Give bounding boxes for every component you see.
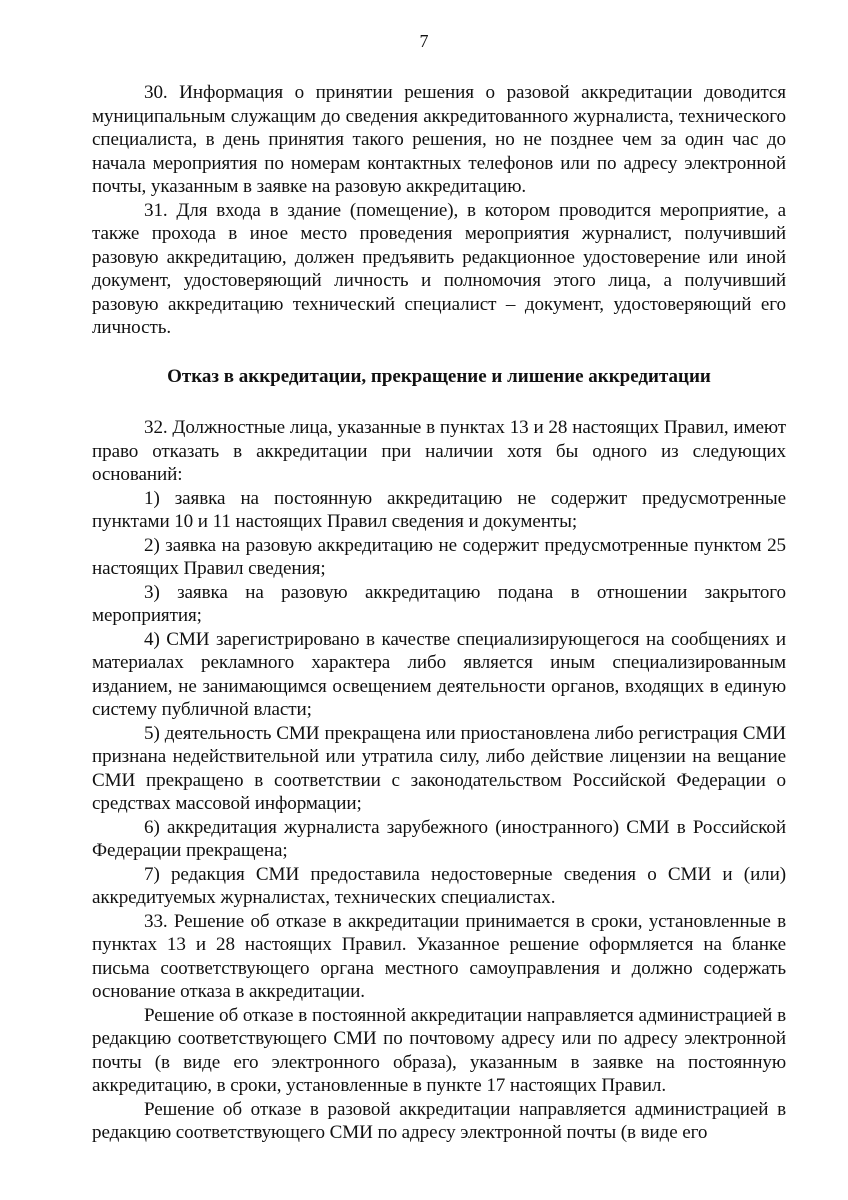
list-item-2: 2) заявка на разовую аккредитацию не содержит предусмотренные пунктом 25 настоящих Правил сведения;	[92, 534, 786, 579]
paragraph-single-refusal: Решение об отказе в разовой аккредитации направляется администрацией в редакцию соответствующего СМИ по адресу электронной почты (в виде его	[92, 1098, 786, 1143]
section-heading: Отказ в аккредитации, прекращение и лишение аккредитации	[167, 365, 711, 387]
paragraph-permanent-refusal: Решение об отказе в постоянной аккредитации направляется администрацией в редакцию соответствующего СМИ по почтовому адресу или по адресу электронной почты (в виде его электронного образа), указанным в заявке на постоянную аккредитацию, в сроки, установленные в пункте 17 настоящих Правил.	[92, 1004, 786, 1096]
list-item-4: 4) СМИ зарегистрировано в качестве специализирующегося на сообщениях и материалах рекламного характера либо является иным специализированным изданием, не занимающимся освещением деятельности органов, входящих в единую систему публичной власти;	[92, 628, 786, 720]
list-item-6: 6) аккредитация журналиста зарубежного (иностранного) СМИ в Российской Федерации прекращена;	[92, 816, 786, 861]
paragraph-30: 30. Информация о принятии решения о разовой аккредитации доводится муниципальным служащим до сведения аккредитованного журналиста, технического специалиста, в день принятия такого решения, но не позднее чем за один час до начала мероприятия по номерам контактных телефонов или по адресу электронной почты, указанным в заявке на разовую аккредитацию.	[92, 82, 786, 197]
list-item-7: 7) редакция СМИ предоставила недостоверные сведения о СМИ и (или) аккредитуемых журналистах, технических специалистах.	[92, 863, 786, 908]
paragraph-32: 32. Должностные лица, указанные в пунктах 13 и 28 настоящих Правил, имеют право отказать в аккредитации при наличии хотя бы одного из следующих оснований:	[92, 417, 786, 485]
list-item-1: 1) заявка на постоянную аккредитацию не содержит предусмотренные пунктами 10 и 11 настоящих Правил сведения и документы;	[92, 487, 786, 532]
paragraph-31: 31. Для входа в здание (помещение), в котором проводится мероприятие, а также прохода в иное место проведения мероприятия журналист, получивший разовую аккредитацию, должен предъявить редакционное удостоверение или иной документ, удостоверяющий личность и полномочия этого лица, а получивший разовую аккредитацию технический специалист – документ, удостоверяющий его личность.	[92, 199, 786, 338]
list-item-3: 3) заявка на разовую аккредитацию подана в отношении закрытого мероприятия;	[92, 581, 786, 626]
list-item-5: 5) деятельность СМИ прекращена или приостановлена либо регистрация СМИ признана недействительной или утратила силу, либо действие лицензии на вещание СМИ прекращено в соответствии с законодательством Российской Федерации о средствах массовой информации;	[92, 722, 786, 814]
document-body	[92, 81, 786, 1145]
page-number: 7	[419, 31, 429, 51]
paragraph-33: 33. Решение об отказе в аккредитации принимается в сроки, установленные в пунктах 13 и 28 настоящих Правил. Указанное решение оформляется на бланке письма соответствующего органа местного самоуправления и должно содержать основание отказа в аккредитации.	[92, 910, 786, 1002]
